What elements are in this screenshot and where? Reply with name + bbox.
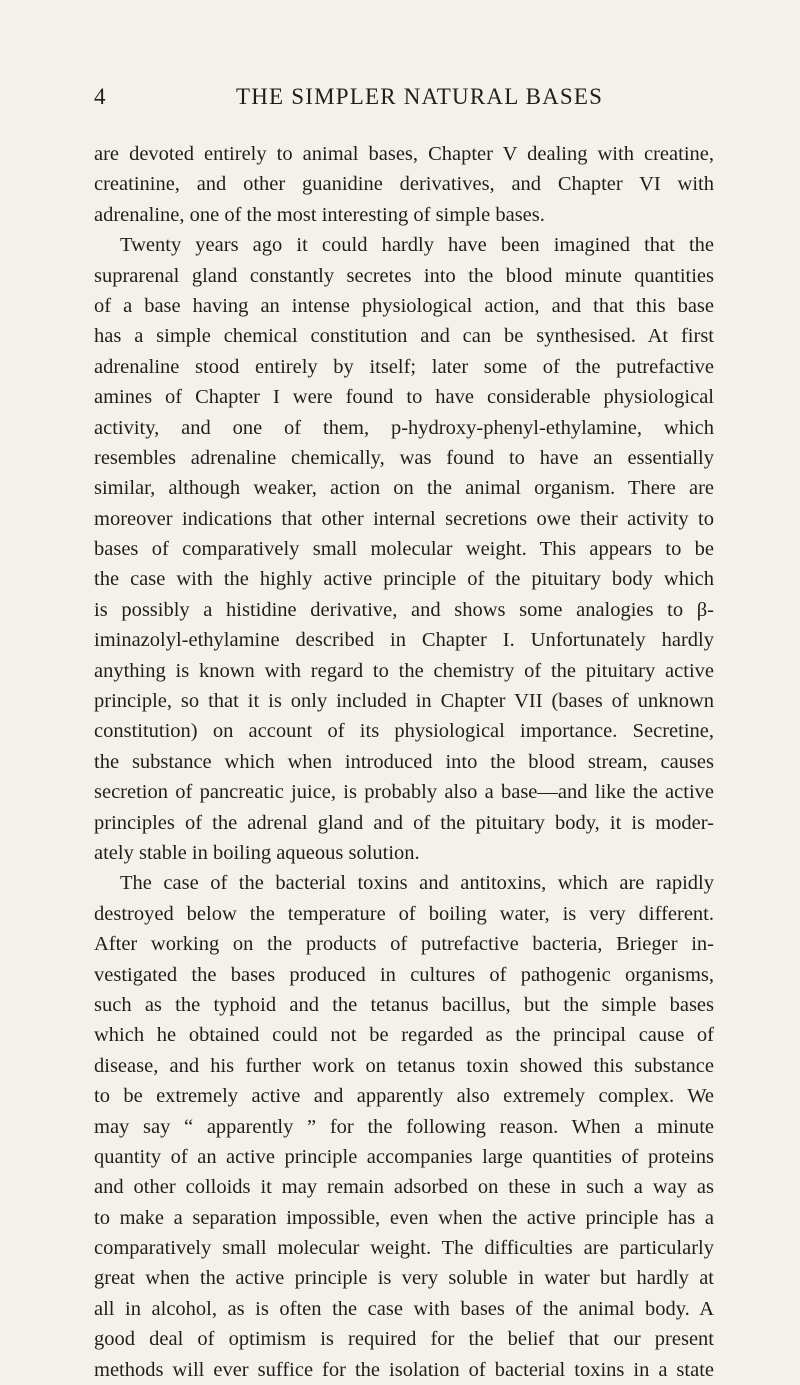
- text-line: activity, and one of them, p-hydroxy-phenyl-ethylamine, which: [94, 416, 714, 439]
- text-line: is possibly a histidine derivative, and shows some analogies to β-: [94, 598, 714, 621]
- text-line: similar, although weaker, action on the animal organism. There are: [94, 477, 714, 500]
- text-line: are devoted entirely to animal bases, Chapter V dealing with creatine,: [94, 143, 714, 165]
- text-line: ately stable in boiling aqueous solution.: [94, 841, 420, 864]
- page-number: 4: [94, 84, 106, 109]
- text-line: After working on the products of putrefactive bacteria, Brieger in-: [94, 933, 714, 956]
- text-line: disease, and his further work on tetanus toxin showed this substance: [94, 1054, 714, 1077]
- text-line: destroyed below the temperature of boiling water, is very different.: [94, 902, 714, 925]
- text-line: to make a separation impossible, even when the active principle has a: [94, 1206, 714, 1229]
- text-line: The case of the bacterial toxins and antitoxins, which are rapidly: [120, 872, 714, 895]
- text-line: may say “ apparently ” for the following reason. When a minute: [94, 1115, 714, 1138]
- text-line: which he obtained could not be regarded as the principal cause of: [94, 1024, 714, 1047]
- text-line: iminazolyl-ethylamine described in Chapter I. Unfortunately hardly: [94, 629, 714, 652]
- text-line: all in alcohol, as is often the case with bases of the animal body. A: [94, 1297, 714, 1320]
- text-line: anything is known with regard to the chemistry of the pituitary active: [94, 659, 714, 682]
- text-line: comparatively small molecular weight. The difficulties are particularly: [94, 1237, 714, 1260]
- text-line: of a base having an intense physiological action, and that this base: [94, 294, 714, 317]
- text-line: good deal of optimism is required for the belief that our present: [94, 1328, 714, 1351]
- text-line: amines of Chapter I were found to have considerable physiological: [94, 386, 714, 409]
- text-line: bases of comparatively small molecular weight. This appears to be: [94, 538, 714, 561]
- text-line: vestigated the bases produced in cultures of pathogenic organisms,: [94, 963, 714, 986]
- text-line: methods will ever suffice for the isolation of bacterial toxins in a state: [94, 1358, 714, 1381]
- text-line: constitution) on account of its physiological importance. Secretine,: [94, 720, 714, 743]
- text-line: moreover indications that other internal secretions owe their activity to: [94, 507, 714, 530]
- text-line: Twenty years ago it could hardly have been imagined that the: [120, 234, 714, 257]
- text-line: the substance which when introduced into the blood stream, causes: [94, 750, 714, 773]
- text-line: secretion of pancreatic juice, is probably also a base—and like the active: [94, 781, 714, 804]
- text-line: quantity of an active principle accompanies large quantities of proteins: [94, 1145, 714, 1168]
- text-line: the case with the highly active principle of the pituitary body which: [94, 568, 714, 591]
- text-line: great when the active principle is very soluble in water but hardly at: [94, 1267, 714, 1290]
- text-line: and other colloids it may remain adsorbed on these in such a way as: [94, 1176, 714, 1199]
- page-header: [0, 84, 800, 118]
- running-title: THE SIMPLER NATURAL BASES: [236, 84, 604, 109]
- text-line: principles of the adrenal gland and of the pituitary body, it is moder-: [94, 811, 714, 834]
- text-line: adrenaline stood entirely by itself; later some of the putrefactive: [94, 355, 714, 378]
- text-line: to be extremely active and apparently also extremely complex. We: [94, 1085, 714, 1108]
- body-text: [94, 139, 714, 1385]
- text-line: has a simple chemical constitution and can be synthesised. At first: [94, 325, 714, 348]
- text-line: principle, so that it is only included in Chapter VII (bases of unknown: [94, 690, 714, 713]
- text-line: such as the typhoid and the tetanus bacillus, but the simple bases: [94, 993, 714, 1016]
- text-line: adrenaline, one of the most interesting of simple bases.: [94, 203, 545, 226]
- text-line: creatinine, and other guanidine derivatives, and Chapter VI with: [94, 173, 714, 196]
- text-line: resembles adrenaline chemically, was found to have an essentially: [94, 446, 714, 469]
- text-line: suprarenal gland constantly secretes into the blood minute quantities: [94, 264, 714, 287]
